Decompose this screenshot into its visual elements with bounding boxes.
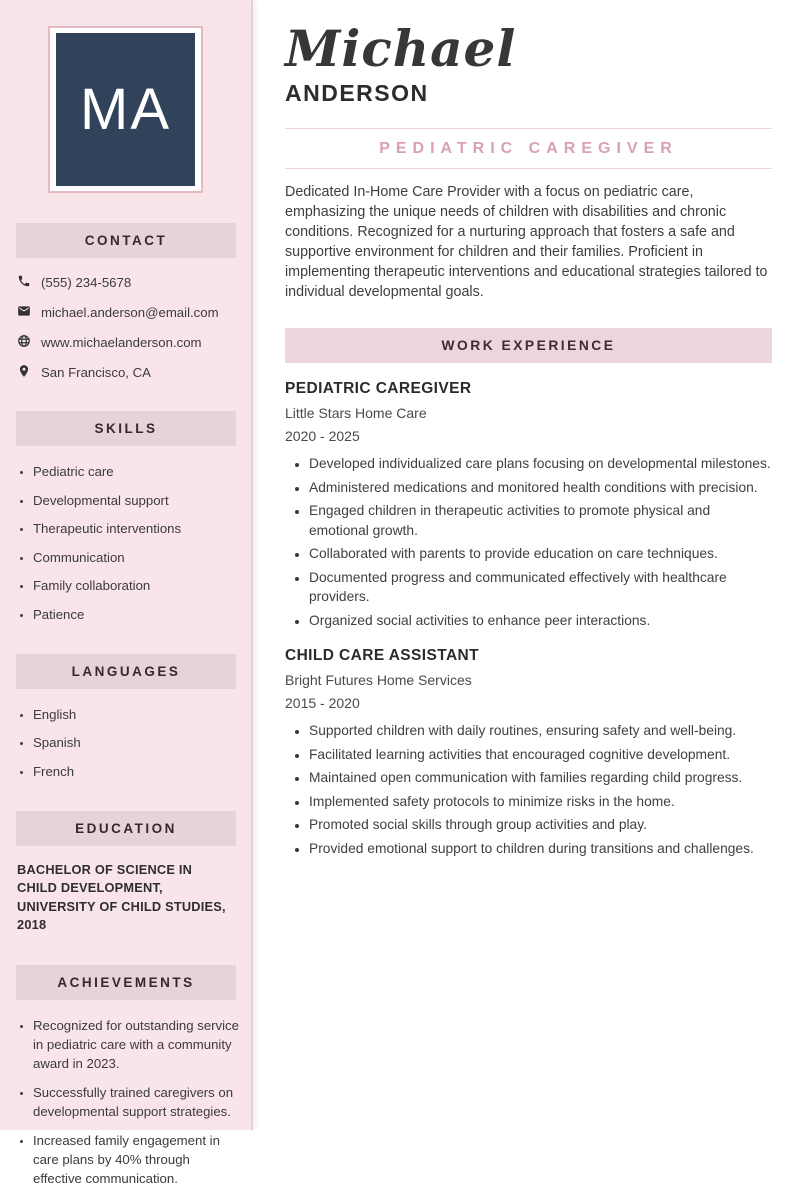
location-pin-icon xyxy=(17,364,31,381)
skill-item: • Family collaboration xyxy=(33,577,241,595)
job-dates: 2015 - 2020 xyxy=(285,695,360,711)
achievements-section-header: ACHIEVEMENTS xyxy=(16,965,236,1000)
job-bullet-list xyxy=(285,454,772,630)
job-bullet: • Provided emotional support to children during transitions and challenges. xyxy=(309,839,772,859)
work-experience-header: WORK EXPERIENCE xyxy=(285,328,772,363)
job-title: PEDIATRIC CAREGIVER xyxy=(285,380,472,397)
sidebar xyxy=(0,0,253,1186)
contact-email-text: michael.anderson@email.com xyxy=(41,305,219,320)
job-bullet: • Engaged children in therapeutic activities to promote physical and emotional growth. xyxy=(309,501,772,540)
avatar xyxy=(48,26,203,193)
job-bullet: • Implemented safety protocols to minimize risks in the home. xyxy=(309,792,772,812)
skill-item: • Communication xyxy=(33,549,241,567)
job-bullet: • Administered medications and monitored health conditions with precision. xyxy=(309,478,772,498)
contact-item-email xyxy=(17,304,241,321)
skills-list xyxy=(0,463,241,624)
last-name: ANDERSON xyxy=(285,80,429,106)
achievement-item: • Successfully trained caregivers on developmental support strategies. xyxy=(33,1083,241,1121)
job-dates: 2020 - 2025 xyxy=(285,428,360,444)
headline-job-title: PEDIATRIC CAREGIVER xyxy=(379,140,678,157)
job-bullet: • Organized social activities to enhance peer interactions. xyxy=(309,611,772,631)
contact-phone-text: (555) 234-5678 xyxy=(41,275,132,290)
skill-item: • Developmental support xyxy=(33,492,241,510)
language-item: • English xyxy=(33,706,241,724)
contact-section-header: CONTACT xyxy=(16,223,236,258)
skills-section-header: SKILLS xyxy=(16,411,236,446)
language-item: • Spanish xyxy=(33,734,241,752)
contact-list xyxy=(17,274,241,381)
job-entry xyxy=(285,647,772,858)
first-name: Michael xyxy=(285,19,517,78)
divider xyxy=(285,168,772,169)
education-degree: BACHELOR OF SCIENCE IN CHILD DEVELOPMENT, UNIVERSITY OF CHILD STUDIES, 2018 xyxy=(17,861,226,932)
languages-list xyxy=(0,706,241,781)
job-entry xyxy=(285,380,772,630)
job-company: Little Stars Home Care xyxy=(285,405,427,421)
main-content xyxy=(253,0,800,1130)
job-bullet: • Maintained open communication with families regarding child progress. xyxy=(309,768,772,788)
skill-item: • Therapeutic interventions xyxy=(33,520,241,538)
education-section-header: EDUCATION xyxy=(16,811,236,846)
language-item: • French xyxy=(33,763,241,781)
contact-website-text: www.michaelanderson.com xyxy=(41,335,202,350)
job-bullet: • Promoted social skills through group activities and play. xyxy=(309,815,772,835)
job-company: Bright Futures Home Services xyxy=(285,672,472,688)
globe-icon xyxy=(17,334,31,351)
avatar-monogram-box xyxy=(56,33,195,186)
job-title: CHILD CARE ASSISTANT xyxy=(285,647,479,664)
job-bullet: • Collaborated with parents to provide education on care techniques. xyxy=(309,544,772,564)
contact-item-location xyxy=(17,364,241,381)
avatar-initials: MA xyxy=(80,77,171,142)
skill-item: • Pediatric care xyxy=(33,463,241,481)
contact-location-text: San Francisco, CA xyxy=(41,365,151,380)
job-bullet: • Supported children with daily routines, ensuring safety and well-being. xyxy=(309,721,772,741)
languages-section-header: LANGUAGES xyxy=(16,654,236,689)
achievements-list xyxy=(0,1016,241,1188)
contact-item-phone xyxy=(17,274,241,291)
phone-icon xyxy=(17,274,31,291)
skill-item: • Patience xyxy=(33,606,241,624)
achievement-item: • Increased family engagement in care plans by 40% through effective communication. xyxy=(33,1131,241,1188)
job-bullet: • Documented progress and communicated effectively with healthcare providers. xyxy=(309,568,772,607)
job-bullet: • Facilitated learning activities that encouraged cognitive development. xyxy=(309,745,772,765)
job-bullet: • Developed individualized care plans focusing on developmental milestones. xyxy=(309,454,772,474)
achievement-item: • Recognized for outstanding service in pediatric care with a community award in 2023. xyxy=(33,1016,241,1073)
contact-item-website xyxy=(17,334,241,351)
job-bullet-list xyxy=(285,721,772,858)
professional-summary: Dedicated In-Home Care Provider with a focus on pediatric care, emphasizing the unique needs of children with disabilities and chronic conditions. Recognized for a nurturing approach that fosters a safe and supportive environment for children and their families. Proficient in implementing therapeutic interventions and educational strategies tailored to individual developmental goals. xyxy=(285,184,768,300)
mail-icon xyxy=(17,304,31,321)
